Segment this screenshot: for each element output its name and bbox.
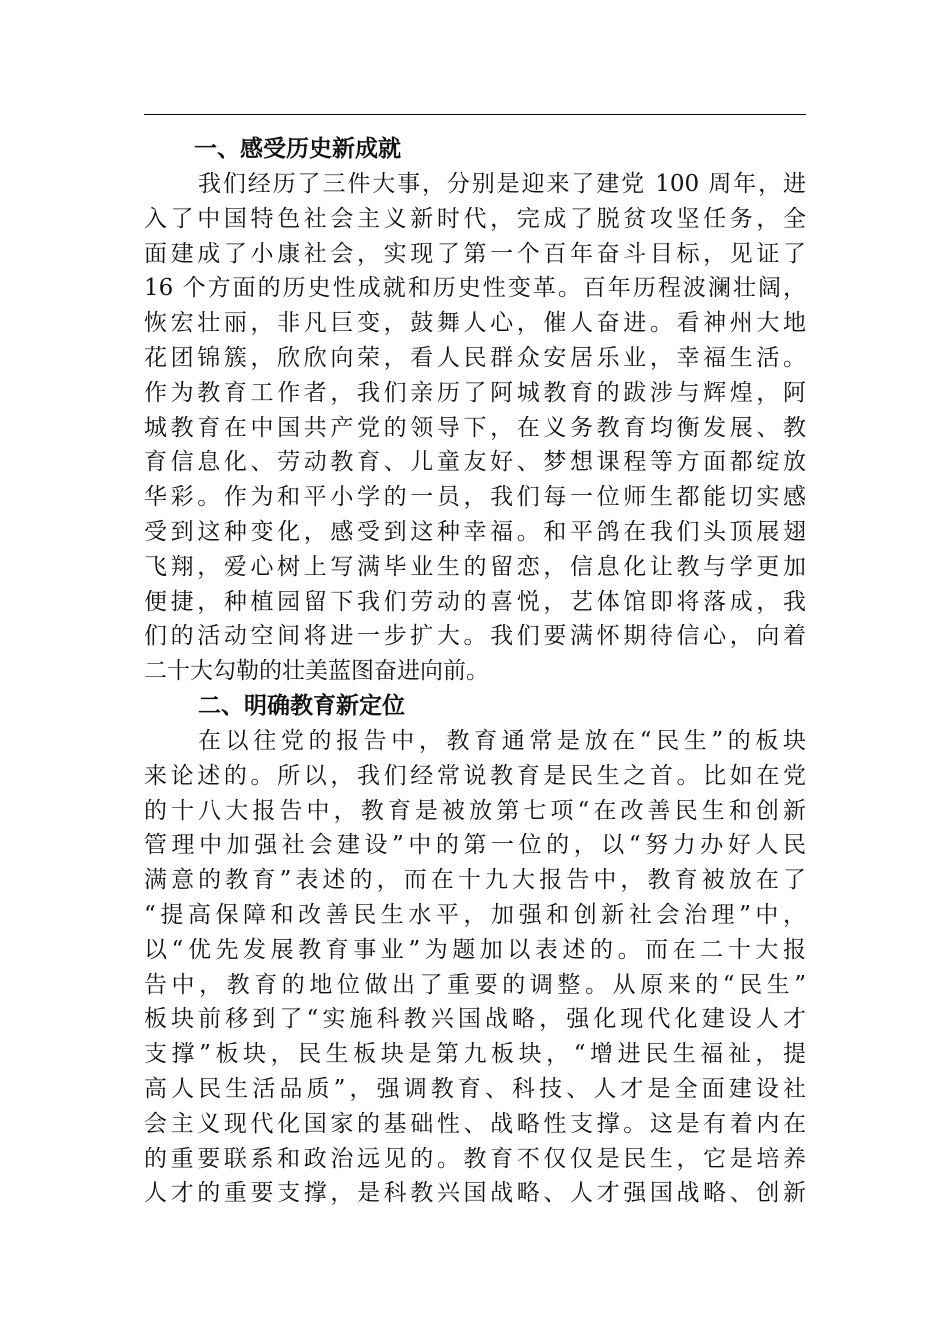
paragraph-line: 恢宏壮丽，非凡巨变，鼓舞人心，催人奋进。看神州大地 [144, 310, 806, 337]
paragraph-line: 作为教育工作者，我们亲历了阿城教育的跋涉与辉煌，阿 [144, 379, 806, 406]
paragraph-line: 便捷，种植园留下我们劳动的喜悦，艺体馆即将落成，我 [144, 588, 806, 615]
paragraph-line: 育信息化、劳动教育、儿童友好、梦想课程等方面都绽放 [144, 449, 806, 476]
paragraph-line: 以“优先发展教育事业”为题加以表述的。而在二十大报 [144, 936, 806, 963]
paragraph-line: 们的活动空间将进一步扩大。我们要满怀期待信心，向着 [144, 623, 806, 650]
paragraph-line: 城教育在中国共产党的领导下，在义务教育均衡发展、教 [144, 414, 806, 441]
paragraph-line: 告中，教育的地位做出了重要的调整。从原来的“民生” [144, 971, 806, 998]
header-rule [144, 114, 806, 115]
paragraph-line: 16 个方面的历史性成就和历史性变革。百年历程波澜壮阔， [144, 275, 806, 302]
paragraph-line: 会主义现代化国家的基础性、战略性支撑。这是有着内在 [144, 1110, 806, 1137]
paragraph-line: 我们经历了三件大事，分别是迎来了建党 100 周年，进 [198, 171, 806, 197]
paragraph-line: 入了中国特色社会主义新时代，完成了脱贫攻坚任务，全 [144, 205, 806, 232]
section-heading: 二、明确教育新定位 [198, 692, 405, 719]
paragraph-line: 华彩。作为和平小学的一员，我们每一位师生都能切实感 [144, 484, 806, 511]
section-paragraph [144, 167, 806, 689]
paragraph-line: 支撑”板块，民生板块是第九板块，“增进民生福祉，提 [144, 1041, 806, 1068]
paragraph-line: 管理中加强社会建设”中的第一位的，以“努力办好人民 [144, 832, 806, 859]
paragraph-line: 飞翔，爱心树上写满毕业生的留恋，信息化让教与学更加 [144, 553, 806, 580]
paragraph-line: 的重要联系和政治远见的。教育不仅仅是民生，它是培养 [144, 1145, 806, 1172]
paragraph-line: 面建成了小康社会，实现了第一个百年奋斗目标，见证了 [144, 240, 806, 267]
paragraph-line: 人才的重要支撑，是科教兴国战略、人才强国战略、创新 [144, 1180, 806, 1207]
paragraph-line: 来论述的。所以，我们经常说教育是民生之首。比如在党 [144, 762, 806, 789]
paragraph-line: 二十大勾勒的壮美蓝图奋进向前。 [144, 658, 489, 685]
paragraph-line: 满意的教育”表述的，而在十九大报告中，教育被放在了 [144, 867, 806, 894]
paragraph-line: 高人民生活品质”，强调教育、科技、人才是全面建设社 [144, 1075, 806, 1102]
paragraph-line: 在以往党的报告中，教育通常是放在“民生”的板块 [198, 727, 806, 754]
paragraph-line: 受到这种变化，感受到这种幸福。和平鸽在我们头顶展翅 [144, 518, 806, 545]
paragraph-line: 花团锦簇，欣欣向荣，看人民群众安居乐业，幸福生活。 [144, 344, 806, 371]
section-paragraph [144, 724, 806, 1211]
paragraph-line: 板块前移到了“实施科教兴国战略，强化现代化建设人才 [144, 1006, 806, 1033]
section-heading: 一、感受历史新成就 [194, 136, 401, 162]
document-body [144, 132, 806, 1211]
paragraph-line: 的十八大报告中，教育是被放第七项“在改善民生和创新 [144, 797, 806, 824]
paragraph-line: “提高保障和改善民生水平，加强和创新社会治理”中， [144, 901, 806, 928]
